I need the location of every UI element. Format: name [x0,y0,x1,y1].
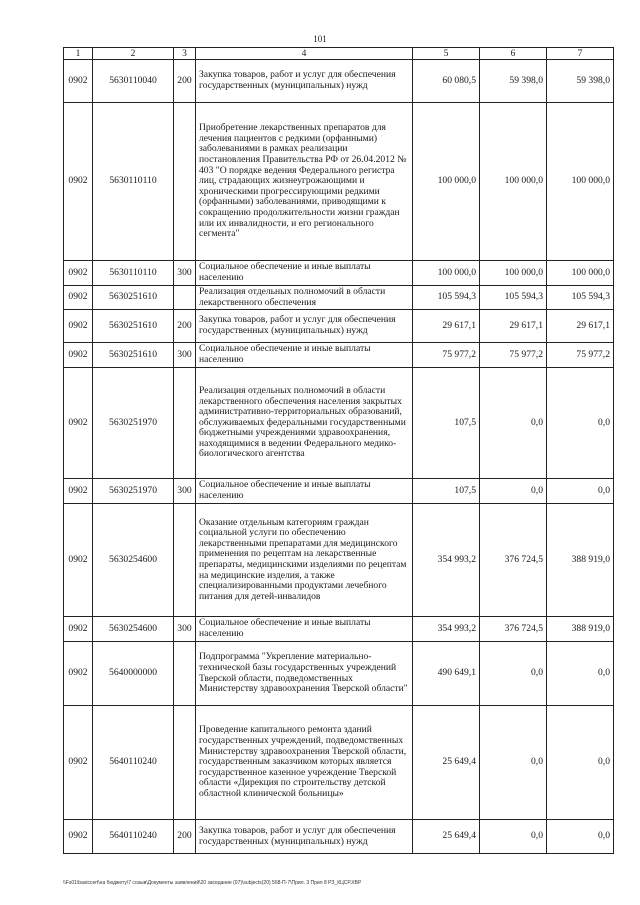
amount-year3-cell: 0,0 [547,820,614,854]
amount-year1-cell: 25 649,4 [413,820,480,854]
target-article-cell: 5630110040 [93,60,174,103]
item-name-cell: Закупка товаров, работ и услуг для обеспечения государственных (муниципальных) нужд [196,820,413,854]
item-name-cell: Социальное обеспечение и иные выплаты населению [196,343,413,368]
header-cell: 2 [93,48,174,60]
expense-type-cell [174,504,196,617]
item-name-cell: Проведение капитального ремонта зданий государственных учреждений, подведомственных Министерству здравоохранения Тверской области, государственным заказчиком которых является государственное казенное учреждение Тверской области «Дирекция по строительству детской областной клинической больницы» [196,706,413,820]
item-name-cell: Социальное обеспечение и иные выплаты населению [196,617,413,642]
amount-year3-cell: 100 000,0 [547,103,614,261]
amount-year3-cell: 388 919,0 [547,617,614,642]
table-row [64,310,614,343]
amount-year3-cell: 0,0 [547,642,614,706]
amount-year2-cell: 29 617,1 [480,310,547,343]
page-number: 101 [313,34,327,44]
header-cell: 7 [547,48,614,60]
amount-year3-cell: 59 398,0 [547,60,614,103]
section-code-cell: 0902 [64,820,93,854]
item-name-cell: Реализация отдельных полномочий в области лекарственного обеспечения [196,286,413,310]
amount-year1-cell: 100 000,0 [413,103,480,261]
header-cell: 3 [174,48,196,60]
expense-type-cell: 300 [174,261,196,286]
item-name-cell: Закупка товаров, работ и услуг для обеспечения государственных (муниципальных) нужд [196,60,413,103]
section-code-cell: 0902 [64,310,93,343]
amount-year2-cell: 0,0 [480,368,547,479]
table-row [64,642,614,706]
table-row [64,617,614,642]
amount-year3-cell: 0,0 [547,479,614,504]
target-article-cell: 5640110240 [93,706,174,820]
section-code-cell: 0902 [64,642,93,706]
expense-type-cell [174,286,196,310]
item-name-cell: Социальное обеспечение и иные выплаты населению [196,479,413,504]
table-row [64,103,614,261]
table-row [64,504,614,617]
amount-year2-cell: 0,0 [480,706,547,820]
target-article-cell: 5630251610 [93,310,174,343]
header-cell: 5 [413,48,480,60]
amount-year1-cell: 107,5 [413,479,480,504]
section-code-cell: 0902 [64,479,93,504]
amount-year2-cell: 0,0 [480,479,547,504]
section-code-cell: 0902 [64,60,93,103]
amount-year3-cell: 29 617,1 [547,310,614,343]
item-name-cell: Закупка товаров, работ и услуг для обеспечения государственных (муниципальных) нужд [196,310,413,343]
item-name-cell: Реализация отдельных полномочий в области лекарственного обеспечения населения закрытых административно-территориальных образований, обслуживаемых федеральными государственными бюджетными учреждениями здравоохранения, находящимися в ведении Федерального медико-биологического агентства [196,368,413,479]
amount-year2-cell: 0,0 [480,642,547,706]
target-article-cell: 5630254600 [93,617,174,642]
expense-type-cell [174,103,196,261]
amount-year2-cell: 376 724,5 [480,617,547,642]
section-code-cell: 0902 [64,368,93,479]
table-row [64,261,614,286]
expense-type-cell: 300 [174,479,196,504]
target-article-cell: 5630251970 [93,479,174,504]
expense-type-cell [174,706,196,820]
item-name-cell: Социальное обеспечение и иные выплаты населению [196,261,413,286]
target-article-cell: 5630251610 [93,343,174,368]
amount-year2-cell: 0,0 [480,820,547,854]
amount-year1-cell: 354 993,2 [413,504,480,617]
amount-year2-cell: 100 000,0 [480,103,547,261]
item-name-cell: Подпрограмма "Укрепление материально-технической базы государственных учреждений Тверской области, подведомственных Министерству здравоохранения Тверской области" [196,642,413,706]
target-article-cell: 5630254600 [93,504,174,617]
header-cell: 6 [480,48,547,60]
expense-type-cell [174,642,196,706]
table-row [64,286,614,310]
amount-year3-cell: 75 977,2 [547,343,614,368]
amount-year1-cell: 75 977,2 [413,343,480,368]
expense-type-cell: 300 [174,617,196,642]
section-code-cell: 0902 [64,617,93,642]
amount-year3-cell: 388 919,0 [547,504,614,617]
amount-year1-cell: 107,5 [413,368,480,479]
amount-year3-cell: 0,0 [547,706,614,820]
budget-table [63,47,614,854]
amount-year2-cell: 59 398,0 [480,60,547,103]
section-code-cell: 0902 [64,706,93,820]
header-cell: 1 [64,48,93,60]
target-article-cell: 5640000000 [93,642,174,706]
amount-year1-cell: 25 649,4 [413,706,480,820]
header-cell: 4 [196,48,413,60]
amount-year3-cell: 100 000,0 [547,261,614,286]
section-code-cell: 0902 [64,261,93,286]
header-row [64,48,614,60]
table-row [64,479,614,504]
table-row [64,343,614,368]
table-row [64,820,614,854]
amount-year1-cell: 354 993,2 [413,617,480,642]
target-article-cell: 5640110240 [93,820,174,854]
expense-type-cell: 200 [174,820,196,854]
table-row [64,60,614,103]
amount-year1-cell: 29 617,1 [413,310,480,343]
amount-year3-cell: 0,0 [547,368,614,479]
amount-year2-cell: 100 000,0 [480,261,547,286]
amount-year1-cell: 60 080,5 [413,60,480,103]
amount-year1-cell: 100 000,0 [413,261,480,286]
amount-year2-cell: 105 594,3 [480,286,547,310]
section-code-cell: 0902 [64,103,93,261]
file-path-footer: \\Fs01\basiccert\на бюджету\7 созыв\Документы заявлений\20 заседание (07)\subjects(20) 568-П-7\Прил. 3 Прил 8 РЗ_КЦСР.XBP [63,880,362,886]
amount-year3-cell: 105 594,3 [547,286,614,310]
section-code-cell: 0902 [64,504,93,617]
target-article-cell: 5630110110 [93,261,174,286]
expense-type-cell: 300 [174,343,196,368]
target-article-cell: 5630251610 [93,286,174,310]
section-code-cell: 0902 [64,343,93,368]
section-code-cell: 0902 [64,286,93,310]
amount-year1-cell: 490 649,1 [413,642,480,706]
expense-type-cell [174,368,196,479]
amount-year2-cell: 376 724,5 [480,504,547,617]
item-name-cell: Приобретение лекарственных препаратов для лечения пациентов с редкими (орфанными) заболеваниями в рамках реализации постановления Правительства РФ от 26.04.2012 № 403 "О порядке ведения Федерального регистра лиц, страдающих жизнеугрожающими и хроническими прогрессирующими редкими (орфанными) заболеваниями, приводящими к сокращению продолжительности жизни граждан или их инвалидности, и его регионального сегмента" [196,103,413,261]
amount-year1-cell: 105 594,3 [413,286,480,310]
target-article-cell: 5630110110 [93,103,174,261]
table-row [64,368,614,479]
expense-type-cell: 200 [174,60,196,103]
amount-year2-cell: 75 977,2 [480,343,547,368]
table-row [64,706,614,820]
item-name-cell: Оказание отдельным категориям граждан социальной услуги по обеспечению лекарственными препаратами для медицинского применения по рецептам на лекарственные препараты, медицинскими изделиями по рецептам на медицинские изделия, а также специализированными продуктами лечебного питания для детей-инвалидов [196,504,413,617]
target-article-cell: 5630251970 [93,368,174,479]
expense-type-cell: 200 [174,310,196,343]
